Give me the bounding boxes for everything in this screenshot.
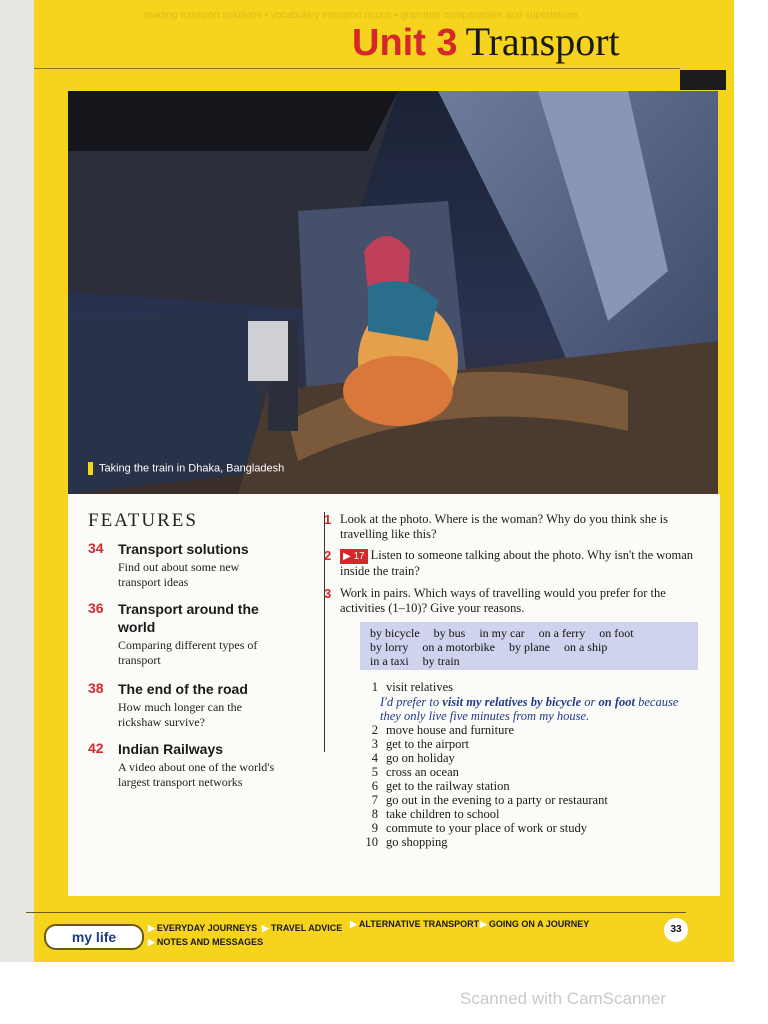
exercise-2 (324, 548, 700, 579)
list-item (360, 723, 514, 738)
exercise-3 (324, 586, 700, 616)
unit-number: Unit 3 (352, 22, 458, 64)
item-number: 6 (371, 779, 378, 793)
item-text: move house and furniture (386, 723, 515, 737)
feature-title: Transport around the world (118, 601, 259, 635)
feature-title: Indian Railways (118, 741, 224, 757)
feature-item (88, 740, 288, 810)
scanner-watermark: Scanned with CamScanner (460, 989, 667, 1008)
exercise-number: 2 (324, 548, 332, 563)
item-number: 9 (371, 821, 378, 835)
corner-tab (680, 70, 726, 90)
arrow-icon: ▶ (148, 937, 155, 947)
item-text: get to the railway station (386, 779, 510, 793)
my-life-badge: my life (44, 924, 144, 950)
list-item (360, 821, 587, 836)
arrow-icon: ▶ (262, 923, 269, 933)
arrow-icon: ▶ (148, 923, 155, 933)
footer-nav-notes-and-messages: ▶ NOTES AND MESSAGES (148, 937, 264, 947)
audio-track-icon[interactable]: ▶ 17 (340, 549, 368, 564)
feature-item (88, 680, 288, 740)
exercise-text: Look at the photo. Where is the woman? Why do you think she is travelling like this? (340, 512, 668, 541)
options-row (370, 640, 621, 655)
list-item (360, 765, 459, 780)
list-item (360, 779, 510, 794)
caption-text: Taking the train in Dhaka, Bangladesh (99, 462, 285, 475)
exercise-1 (324, 512, 700, 542)
feature-description: Find out about some new transport ideas (118, 560, 240, 589)
feature-page-number: 34 (88, 540, 104, 556)
list-item (360, 737, 469, 752)
option: by plane (508, 640, 550, 654)
feature-page-number: 36 (88, 600, 104, 616)
option: on a ship (563, 640, 608, 654)
option: in my car (479, 626, 525, 640)
list-item (360, 680, 453, 695)
feature-description: Comparing different types of transport (118, 638, 258, 667)
item-number: 10 (365, 835, 378, 849)
option: by train (422, 654, 460, 668)
item-number: 2 (371, 723, 378, 737)
arrow-icon: ▶ (480, 919, 487, 929)
list-item (360, 807, 500, 822)
unit-name: Transport (465, 19, 620, 64)
item-number: 1 (371, 680, 378, 694)
option: on a motorbike (422, 640, 495, 654)
item-text: commute to your place of work or study (386, 821, 587, 835)
unit-title (352, 18, 620, 65)
list-item (360, 751, 455, 766)
list-item (360, 793, 608, 808)
example-answer-line2: they only live five minutes from my house. (380, 709, 590, 723)
feature-item (88, 540, 288, 600)
exercise-text: Listen to someone talking about the photo. Why isn't the woman inside the train? (340, 548, 694, 578)
footer-rule (26, 912, 686, 913)
features-heading: FEATURES (88, 510, 198, 531)
train-photo-illustration (68, 91, 718, 494)
item-text: go out in the evening to a party or restaurant (386, 793, 608, 807)
item-number: 5 (371, 765, 378, 779)
item-text: go shopping (386, 835, 448, 849)
option: by bicycle (370, 626, 420, 640)
item-text: get to the airport (386, 737, 469, 751)
page-edge-shadow (0, 0, 34, 962)
option: by lorry (370, 640, 409, 654)
footer-nav-alternative-transport: ▶ ALTERNATIVE TRANSPORT (350, 919, 480, 929)
feature-description: A video about one of the world's largest transport networks (118, 760, 275, 789)
audio-track-number: 17 (353, 551, 365, 562)
option: in a taxi (370, 654, 409, 668)
options-row (370, 654, 474, 669)
feature-item (88, 600, 288, 680)
options-row (370, 626, 648, 641)
exercise-number: 3 (324, 586, 332, 601)
show-through-text: reading transport solutions • vocabulary transport nouns • grammar comparatives and superlatives (144, 10, 579, 21)
option: by bus (433, 626, 466, 640)
item-text: cross an ocean (386, 765, 459, 779)
example-answer: I'd prefer to visit my relatives by bicycle or on foot because (380, 695, 679, 709)
option: on foot (599, 626, 634, 640)
item-number: 3 (371, 737, 378, 751)
cover-photo (68, 91, 718, 494)
header-rule (34, 68, 680, 69)
item-text: take children to school (386, 807, 500, 821)
exercise-text: Work in pairs. Which ways of travelling would you prefer for the activities (1–10)? Give your reasons. (340, 586, 666, 615)
feature-page-number: 38 (88, 680, 104, 696)
exercise-number: 1 (324, 512, 332, 527)
option: on a ferry (538, 626, 586, 640)
feature-description: How much longer can the rickshaw survive? (118, 700, 242, 729)
feature-title: Transport solutions (118, 541, 249, 557)
footer-nav-travel-advice: ▶ TRAVEL ADVICE (262, 923, 343, 933)
footer-nav-going-on-a-journey: ▶ GOING ON A JOURNEY (480, 919, 590, 929)
item-number: 4 (371, 751, 378, 765)
photo-caption (88, 462, 284, 475)
page-number: 33 (664, 918, 688, 942)
list-item (360, 835, 447, 850)
transport-options-box (360, 622, 698, 670)
item-text: go on holiday (386, 751, 455, 765)
arrow-icon: ▶ (350, 919, 357, 929)
feature-page-number: 42 (88, 740, 104, 756)
content-panel (68, 494, 720, 896)
caption-marker (88, 462, 93, 475)
footer-nav-everyday-journeys: ▶ EVERYDAY JOURNEYS (148, 923, 258, 933)
item-number: 7 (371, 793, 378, 807)
item-text: visit relatives (386, 680, 453, 694)
feature-title: The end of the road (118, 681, 248, 697)
item-number: 8 (371, 807, 378, 821)
textbook-page (34, 0, 734, 962)
